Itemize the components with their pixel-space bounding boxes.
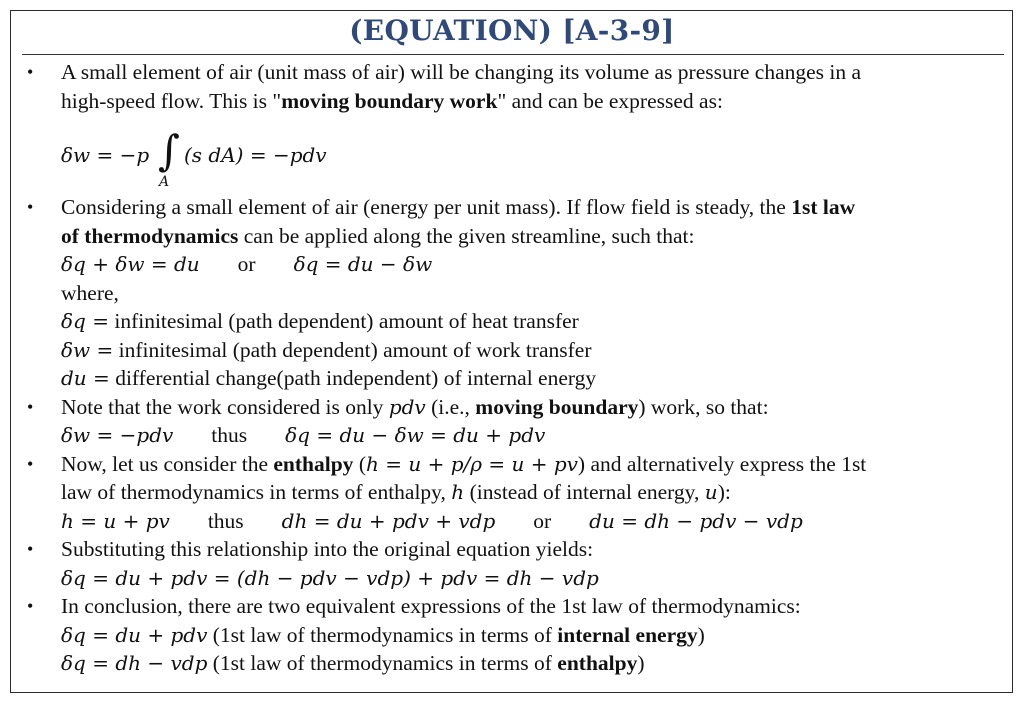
equation: δq = du − δw = du + pdv (285, 423, 546, 447)
definition-line (61, 336, 1004, 365)
equation-line (61, 250, 1004, 279)
bold-term: internal energy (557, 622, 698, 647)
integral-subscript: A (159, 174, 170, 190)
definition-text: differential change(path independent) of internal energy (109, 366, 597, 390)
text-span: Considering a small element of air (energy per unit mass). If flow field is steady, the (61, 195, 792, 219)
bullet-item-3 (0, 393, 1024, 450)
equation: dh = du + pdv + vdp (281, 508, 496, 533)
bold-term: moving boundary (475, 394, 639, 419)
equation-line (61, 421, 1004, 450)
bullet-marker: • (27, 197, 34, 217)
equation-rhs: (s dA) = −pdv (184, 143, 327, 167)
text-span: Now, let us consider the (61, 451, 274, 476)
content-body (0, 58, 1024, 678)
definition-line (61, 364, 1004, 393)
text-span: ) (697, 622, 705, 647)
text-span: (i.e., (425, 394, 476, 419)
bullet-item-5 (0, 535, 1024, 592)
definition-text: infinitesimal (path dependent) amount of heat transfer (108, 309, 579, 333)
text-span: " and can be expressed as: (497, 88, 723, 113)
equation: h = u + pv (61, 508, 170, 533)
title-divider (22, 54, 1004, 55)
page-title: (EQUATION) [A-3-9] (349, 14, 675, 47)
bullet-marker: • (27, 539, 34, 559)
bullet-item-6 (0, 592, 1024, 678)
text-span: ) (637, 651, 645, 675)
symbol: δw = (61, 337, 114, 362)
connector-word: or (533, 508, 552, 533)
definition-text: infinitesimal (path dependent) amount of work transfer (113, 337, 592, 362)
text-span: (1st law of thermodynamics in terms of (207, 622, 558, 647)
inline-math: h (451, 480, 465, 504)
equation: du = dh − pdv − vdp (589, 508, 803, 533)
bullet-item-1 (0, 58, 1024, 193)
equation: δq = du + pdv (61, 622, 208, 647)
equation: δq = du − δw (293, 252, 433, 276)
inline-math: pdv (388, 394, 426, 419)
text-line (61, 393, 1004, 422)
text-line: In conclusion, there are two equivalent expressions of the 1st law of thermodynamics: (61, 594, 801, 618)
inline-math: h = u + p/ρ = u + pv (365, 451, 578, 476)
symbol: δq = (61, 309, 109, 333)
text-span: ( (353, 451, 366, 476)
text-line (61, 478, 1004, 507)
integral-equation (61, 127, 1004, 193)
bullet-marker: • (27, 596, 34, 616)
text-line: Substituting this relationship into the original equation yields: (61, 537, 594, 561)
bold-term: 1st law (791, 195, 856, 219)
bullet-marker: • (27, 62, 34, 82)
bullet-item-2 (0, 193, 1024, 393)
equation: δw = −pdv (61, 423, 174, 447)
text-span: ) and alternatively express the 1st (577, 451, 867, 476)
inline-math: u (704, 480, 718, 504)
connector-word: thus (207, 508, 244, 533)
bullet-marker: • (27, 396, 34, 417)
bullet-marker: • (27, 453, 34, 474)
text-line (61, 450, 1004, 479)
bold-term: enthalpy (273, 451, 354, 476)
bold-term: enthalpy (557, 651, 638, 675)
bold-term: of thermodynamics (61, 223, 239, 248)
text-span: ): (717, 480, 731, 504)
text-span: can be applied along the given streamline, such that: (238, 223, 695, 248)
connector-word: or (237, 252, 256, 276)
text-span: Note that the work considered is only (61, 394, 389, 419)
text-line: where, (61, 280, 119, 305)
text-line (61, 222, 1004, 251)
equation-lhs: δw = −p (61, 143, 150, 167)
equation-line (61, 649, 1004, 678)
text-line (61, 193, 1004, 222)
text-span: ) work, so that: (638, 394, 769, 419)
integral-sign: ∫ (158, 126, 180, 175)
text-line: A small element of air (unit mass of air) will be changing its volume as pressure changes in a (61, 60, 862, 84)
equation: δq = du + pdv = (dh − pdv − vdp) + pdv = dh − vdp (61, 565, 599, 590)
equation: δq = dh − vdp (61, 651, 208, 675)
definition-line (61, 307, 1004, 336)
connector-word: thus (211, 423, 248, 447)
equation-line (61, 564, 1004, 593)
bold-term: moving boundary work (281, 88, 498, 113)
text-span: high-speed flow. This is " (61, 88, 282, 113)
text-span: (instead of internal energy, (464, 480, 705, 504)
text-span: (1st law of thermodynamics in terms of (207, 651, 558, 675)
text-line (61, 87, 1004, 116)
equation: δq + δw = du (61, 252, 200, 276)
equation-line (61, 507, 1004, 536)
equation-line (61, 621, 1004, 650)
text-span: law of thermodynamics in terms of enthalpy, (61, 480, 452, 504)
bullet-item-4 (0, 450, 1024, 536)
symbol: du = (61, 366, 110, 390)
